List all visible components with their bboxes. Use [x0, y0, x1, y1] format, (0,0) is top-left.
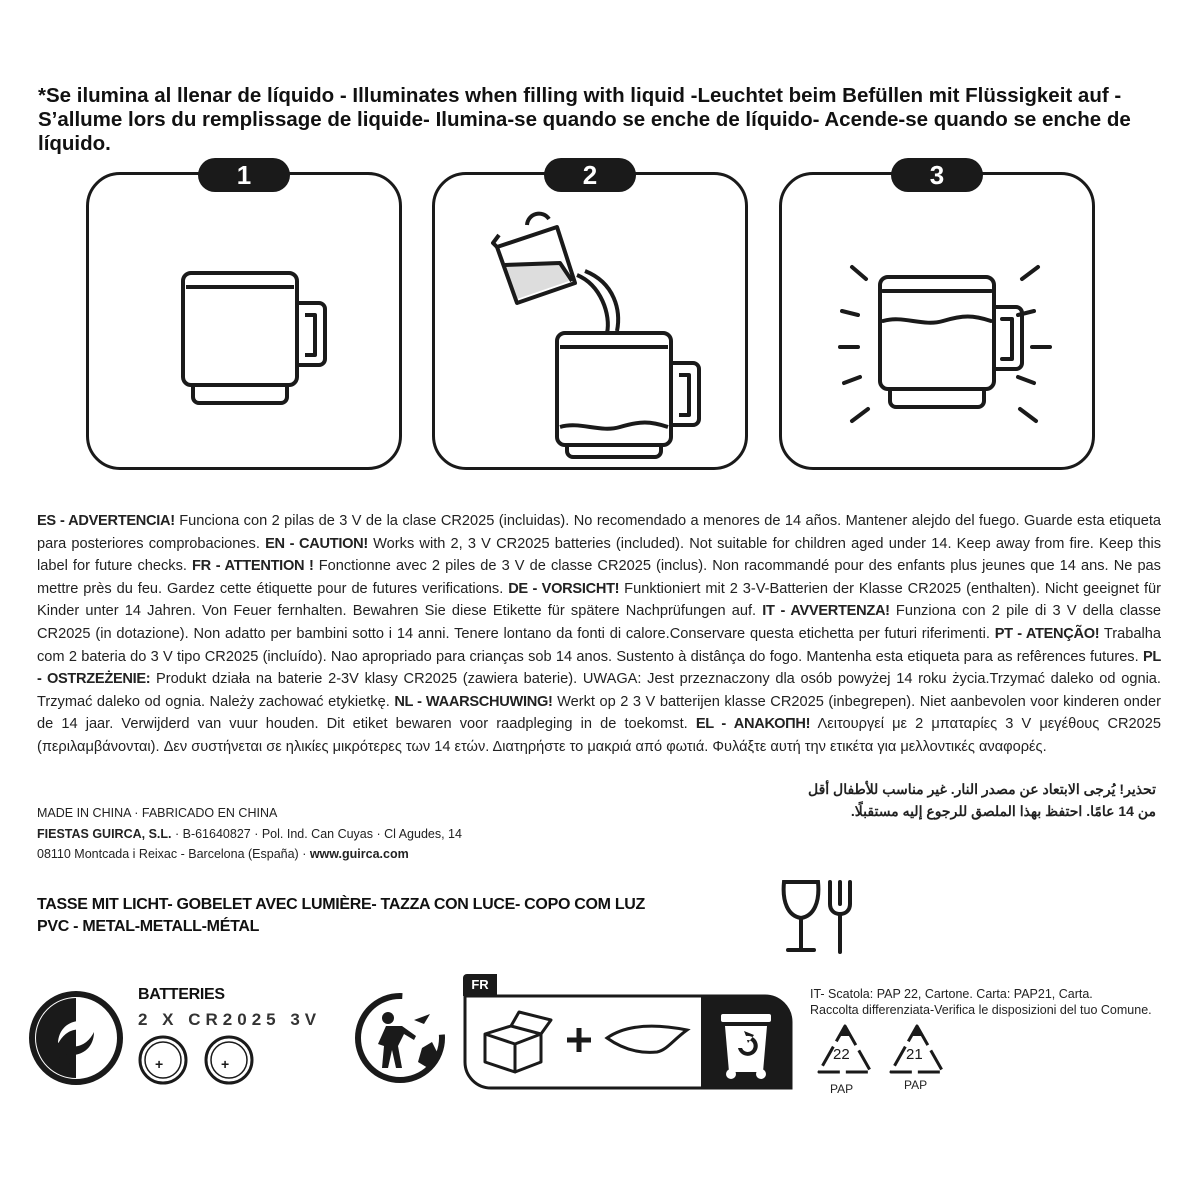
box-icon [485, 1012, 551, 1072]
warning-lang-nl: NL - WAARSCHUWING! [394, 693, 553, 710]
made-in: MADE IN CHINA · FABRICADO EN CHINA [37, 806, 278, 820]
food-safe-glass-fork-icon [780, 878, 860, 958]
plus-sign [567, 1028, 591, 1052]
warning-text-de: Funktioniert mit 2 3-V-Batterien der Klasse CR2025 (enthalten). Nicht geeignet für Kinder unter 14 Jahren. Von Feuer fernhalten. Bewahren Sie diese Etikette für spätere Nachprüfungen auf. [37, 580, 1161, 620]
headline: *Se ilumina al llenar de líquido - Illuminates when filling with liquid -Leuchtet beim Befüllen mit Flüssigkeit auf -S’allume lors du remplissage de liquide- Ilumina-se quando se enche de líquido- Acende-se quando se enche de líquido. [38, 84, 1131, 155]
company-city: 08110 Montcada i Reixac - Barcelona (España) · [37, 847, 310, 861]
step-panel-3 [779, 160, 1095, 470]
triman-sort-icon [463, 994, 793, 1090]
step-panel-2 [432, 160, 748, 470]
arabic-line-2: من 14 عامًا. احتفظ بهذا الملصق للرجوع إليه مستقبلًا. [850, 803, 1156, 819]
green-dot-icon [28, 990, 124, 1086]
pap-code-21-label: PAP [904, 1078, 928, 1092]
pouring-liquid-mug-icon [435, 175, 751, 473]
product-info [37, 894, 645, 938]
product-names: TASSE MIT LICHT- GOBELET AVEC LUMIÈRE- TAZZA CON LUCE- COPO COM LUZ [37, 896, 646, 913]
warning-lang-el: EL - ΑΝΑΚΟΠΗ! [695, 716, 811, 733]
company-website: www.guirca.com [309, 847, 409, 861]
company-address: · B-61640827 · Pol. Ind. Can Cuyas · Cl Agudes, 14 [171, 826, 462, 841]
safety-warnings [37, 510, 1161, 759]
step-badge-3: 3 [891, 158, 983, 192]
warning-text-fr: Fonctionne avec 2 piles de 3 V de classe CR2025 (inclus). Non racommandé pour des enfants plus jeunes que 14 ans. Ne pas mettre près du feu. Gardez cette étiquette pour de futures verifications. [37, 558, 1161, 597]
warning-lang-es: ES - ADVERTENCIA! [37, 513, 175, 529]
warning-text-es: Funciona con 2 pilas de 3 V de la clase CR2025 (incluidas). No recomendado a menores de 14 años. Mantener alejdo del fuego. Guarde esta etiqueta para posteriores comprobaciones. [37, 513, 1161, 552]
batteries-spec: 2 X CR2025 3V [138, 1010, 322, 1029]
step-badge-2: 2 [544, 158, 636, 192]
paper-icon [607, 1026, 687, 1052]
battery-plus-2: + [221, 1056, 230, 1072]
warning-lang-fr: FR - ATTENTION ! [192, 558, 314, 575]
step-panel-1 [86, 160, 402, 470]
arabic-line-1: تحذير! يُرجى الابتعاد عن مصدر النار. غير مناسب للأطفال أقل [807, 781, 1156, 797]
warning-lang-pt: PT - ATENÇÃO! [994, 625, 1100, 642]
warning-text-en: Works with 2, 3 V CR2025 batteries (included). Not suitable for children aged under 14. Keep away from fire. Keep this label for future checks. [37, 535, 1162, 575]
warning-text-el: Λειτουργεί με 2 μπαταρίες 3 V μεγέθους CR2025 (περιλαμβάνονται). Δεν συστήνεται σε ηλικίες μικρότερες των 14 ετών. Διατηρήστε το μακριά από φωτιά. Φυλάξτε αυτή την ετικέτα για μελλοντικές αναφορές. [37, 716, 1161, 755]
warning-lang-it: IT - AVVERTENZA! [762, 603, 890, 620]
warning-lang-de: DE - VORSICHT! [508, 580, 620, 597]
battery-plus-1: + [155, 1056, 164, 1072]
manufacturer-info [37, 803, 462, 865]
arabic-warning [736, 778, 1156, 822]
warning-lang-pl: PL - OSTRZEŻENIE: [37, 648, 1161, 688]
tidyman-recycle-icon [352, 990, 448, 1086]
product-materials: PVC - METAL-METALL-MÉTAL [37, 918, 260, 935]
step-badge-1: 1 [198, 158, 290, 192]
recycling-note-line-1: IT- Scatola: PAP 22, Cartone. Carta: PAP21, Carta. [810, 987, 1093, 1001]
batteries-title: BATTERIES [138, 986, 225, 1003]
recycling-note-line-2: Raccolta differenziata-Verifica le disposizioni del tuo Comune. [810, 1003, 1152, 1017]
warning-text-pl: Produkt działa na baterie 2-3V klasy CR2025 (zawiera baterie). UWAGA: Jest przeznaczony dla osób powyżej 14 roku życia.Trzymać daleko od ognia. Trzymać daleko od ognia. Należy zachować etykietkę. [37, 671, 1161, 710]
pap-code-21-number: 21 [906, 1046, 923, 1063]
warning-text-nl: Werkt op 2 3 V batterijen klasse CR2025 (inbegrepen). Niet aanbevolen voor kinderen onder de 14 jaar. Verwijderd van vuur houden. Dit etiket bewaren voor raadpleging in de toekomst. [37, 693, 1161, 733]
pap-code-22-label: PAP [830, 1082, 854, 1096]
recycling-note [810, 986, 1152, 1018]
glowing-mug-icon [782, 175, 1098, 473]
warning-lang-en: EN - CAUTION! [265, 535, 368, 552]
warning-text-it: Funziona con 2 pile di 3 V della classe CR2025 (in dotazione). Non adatto per bambini sotto i 14 anni. Tenere lontano da fonti di calore.Conservare questa etichetta per futuri riferimenti. [37, 603, 1162, 642]
pap-code-22-number: 22 [833, 1046, 850, 1063]
company-name: FIESTAS GUIRCA, S.L. [37, 826, 172, 841]
warning-text-pt: Trabalha com 2 bateria do 3 V tipo CR2025 (incluído). Nao apropriado para crianças sob 14 anos. Sustento à distânça do fogo. Mantenha esta etiqueta para as refêrences futures. [37, 625, 1161, 665]
empty-mug-icon [89, 175, 405, 473]
fr-tag: FR [463, 974, 497, 996]
